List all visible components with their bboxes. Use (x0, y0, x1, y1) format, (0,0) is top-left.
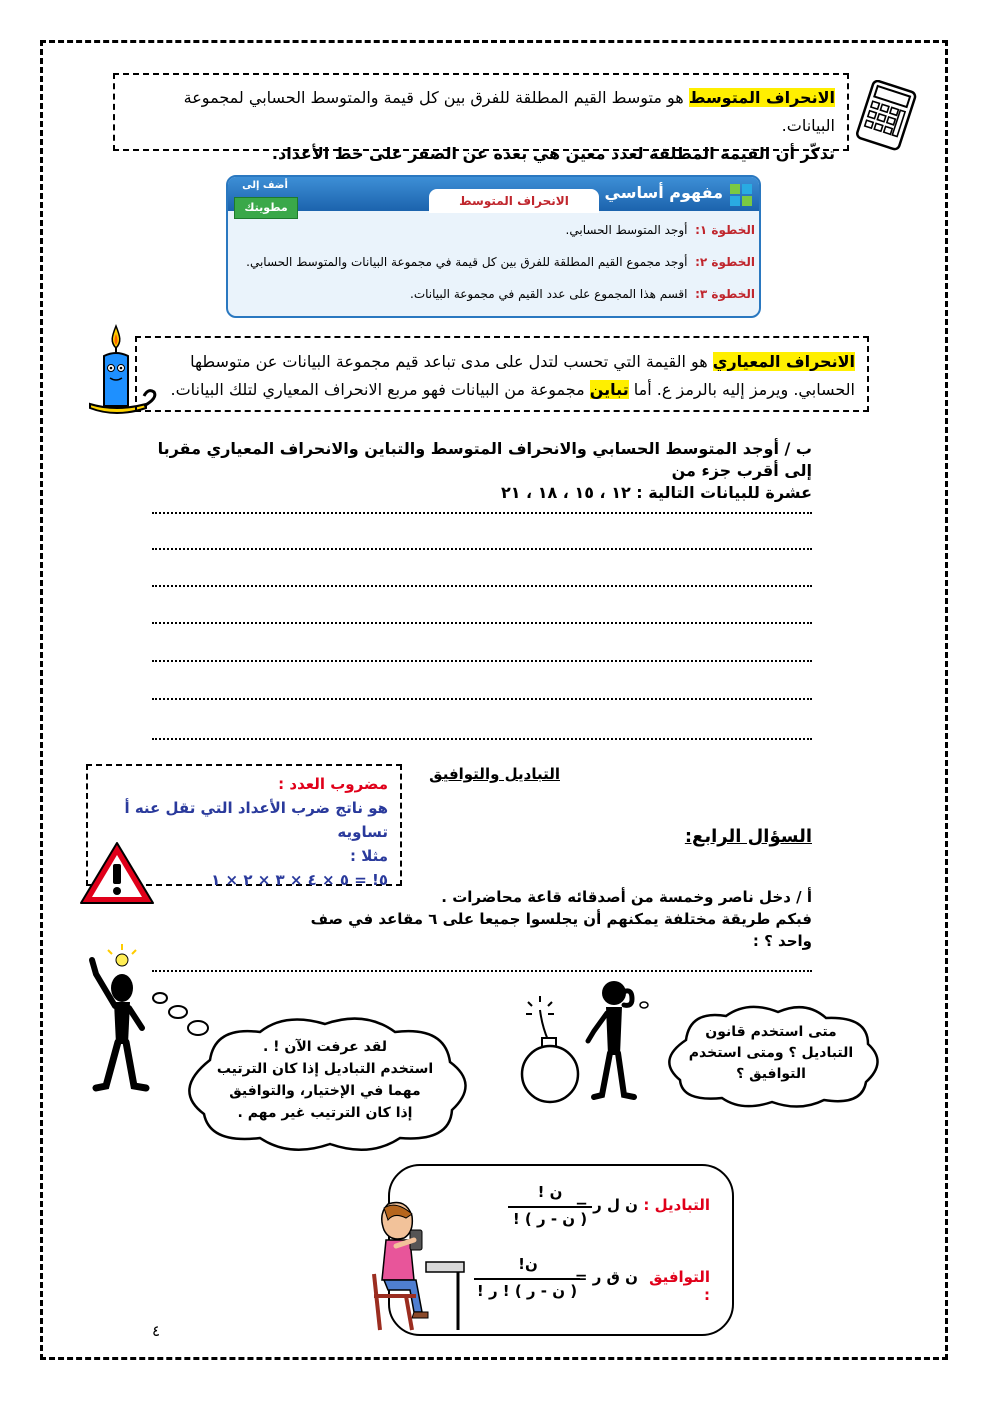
page-number: ٤ (151, 1322, 161, 1340)
thinking-figure-right (580, 975, 650, 1105)
standard-deviation-term: الانحراف المعياري (712, 352, 855, 371)
standard-deviation-definition-box (135, 336, 869, 412)
permutation-numerator: ن ! (537, 1183, 563, 1201)
cloud-right-text: متى استخدم قانون التباديل ؟ ومتى استخدم التوافيق ؟ (688, 1024, 854, 1082)
mean-deviation-definition-box (113, 73, 849, 163)
factorial-box: مضروب العدد : هو ناتج ضرب الأعداد التي تقل عنه أ تساويه مثلا : ٥! = ٥ × ٤ × ٣ × ٢ × ١ (86, 764, 402, 886)
answer-line-2[interactable] (152, 548, 812, 550)
bomb-icon (518, 996, 582, 1106)
section-title: التباديل والتوافيق (429, 765, 560, 783)
combination-fraction-bar (474, 1278, 580, 1280)
combination-symbol: ن ق ر = (574, 1268, 638, 1286)
combination-denominator: ( ن - ر ) ! ر ! (476, 1282, 578, 1300)
step-1: الخطوة ١: أوجد المتوسط الحسابي. (565, 223, 755, 237)
question-a: أ / دخل ناصر وخمسة من أصدقائه قاعة محاضرات . فبكم طريقة مختلفة يمكنهم أن يجلسوا جميعا على ٦ مقاعد في صف واحد ؟ : (310, 888, 812, 950)
question-a-answer-line[interactable] (152, 970, 812, 972)
factorial-definition: هو ناتج ضرب الأعداد التي تقل عنه أ تساويه (124, 799, 388, 841)
absolute-value-reminder: تذكّر أن القيمة المطلقة لعدد معين هي بعده عن الصفر على خط الأعداد. (271, 144, 835, 163)
concept-header: مفهوم أساسي (604, 183, 723, 202)
foldable-ribbon: أضف إلى مطويتك (234, 177, 296, 221)
combination-numerator: ن! (518, 1255, 538, 1273)
answer-line-5[interactable] (152, 660, 812, 662)
factorial-title: مضروب العدد : (278, 775, 388, 793)
step-2: الخطوة ٢: أوجد مجموع القيم المطلقة للفرق بين كل قيمة في مجموعة البيانات والمتوسط الحسابي. (246, 255, 755, 269)
puzzle-icon (729, 183, 753, 207)
foldable-label: مطويتك (234, 197, 298, 219)
permutation-fraction-bar (508, 1206, 592, 1208)
answer-line-3[interactable] (152, 585, 812, 587)
mean-deviation-term: الانحراف المتوسط (688, 88, 835, 107)
question-b: ب / أوجد المتوسط الحسابي والانحراف المتوسط والتباين والانحراف المعياري مقربا إلى أقرب جزء من عشرة للبيانات التالية : ١٢ ، ١٥ ، ١٨ ، ٢١ (157, 439, 812, 502)
cloud-left-text: لقد عرفت الآن ! . استخدم التباديل إذا كان الترتيب مهما في الإختيار، والتوافيق إذا كان الترتيب غير مهم . (216, 1039, 434, 1121)
answer-line-4[interactable] (152, 622, 812, 624)
definition-line-1: الانحراف المتوسط هو متوسط القيم المطلقة للفرق بين كل قيمة والمتوسط الحسابي لمجموعة البيانات. (183, 88, 835, 135)
permutation-label: التباديل : (643, 1196, 710, 1214)
factorial-example: ٥! = ٥ × ٤ × ٣ × ٢ × ١ (211, 871, 388, 889)
step-3: الخطوة ٣: اقسم هذا المجموع على عدد القيم في مجموعة البيانات. (410, 287, 755, 301)
student-reading-icon (366, 1200, 466, 1340)
variance-term: تباين (589, 380, 629, 399)
permutation-denominator: ( ن - ر ) ! (512, 1210, 588, 1228)
answer-line-7[interactable] (152, 738, 812, 740)
concept-tab: الانحراف المتوسط (429, 189, 599, 213)
calculator-icon (850, 80, 928, 152)
sd-definition-line-1: الانحراف المعياري هو القيمة التي تحسب لتدل على مدى تباعد قيم مجموعة البيانات عن متوسطها (190, 352, 855, 371)
warning-icon (78, 840, 156, 906)
answer-line-1[interactable] (152, 512, 812, 514)
answer-line-6[interactable] (152, 698, 812, 700)
permutation-symbol: ن ل ر = (575, 1196, 638, 1214)
sd-definition-line-2: الحسابي. ويرمز إليه بالرمز ع. أما تباين مجموعة من البيانات فهو مربع الانحراف المعياري لتلك البيانات. (170, 380, 855, 399)
concept-steps (235, 223, 755, 318)
key-concept-box (226, 175, 761, 318)
combination-label: التوافيق : (649, 1268, 710, 1304)
question-4-title: السؤال الرابع: (684, 826, 812, 847)
